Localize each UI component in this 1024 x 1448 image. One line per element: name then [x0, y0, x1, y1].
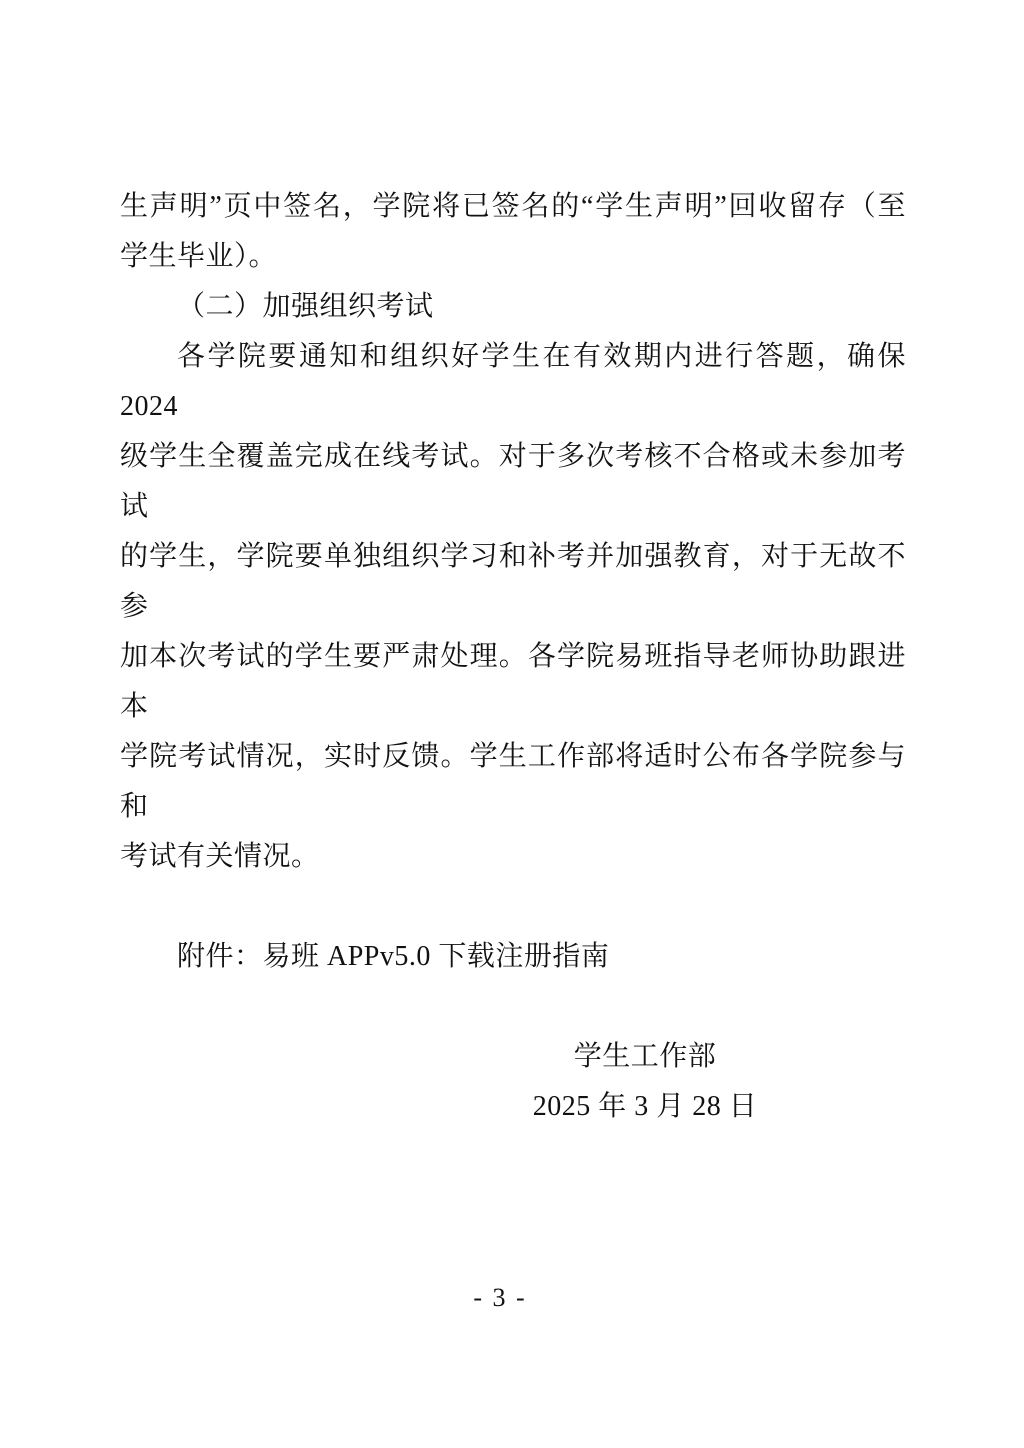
body-line: 加本次考试的学生要严肃处理。各学院易班指导老师协助跟进本 — [120, 641, 906, 722]
signature-block — [500, 1032, 790, 1132]
body-line: 学生毕业）。 — [120, 241, 278, 272]
body-line: 考试有关情况。 — [120, 841, 320, 872]
document-body — [120, 182, 906, 1132]
blank-line — [120, 882, 906, 932]
signature-date: 2025 年 3 月 28 日 — [532, 1091, 758, 1122]
section-heading: （二）加强组织考试 — [177, 291, 434, 322]
body-line: 的学生，学院要单独组织学习和补考并加强教育，对于无故不参 — [120, 541, 906, 622]
body-line: 学院考试情况，实时反馈。学生工作部将适时公布各学院参与和 — [120, 741, 906, 822]
body-line: 各学院要通知和组织好学生在有效期内进行答题，确保 2024 — [120, 341, 906, 422]
attachment-line: 附件：易班 APPv5.0 下载注册指南 — [177, 941, 610, 972]
blank-line — [120, 982, 906, 1032]
body-line: 生声明”页中签名，学院将已签名的“学生声明”回收留存（至 — [120, 191, 906, 222]
page-number: - 3 - — [473, 1283, 527, 1312]
body-line: 级学生全覆盖完成在线考试。对于多次考核不合格或未参加考试 — [120, 441, 906, 522]
signature-department: 学生工作部 — [573, 1041, 717, 1072]
